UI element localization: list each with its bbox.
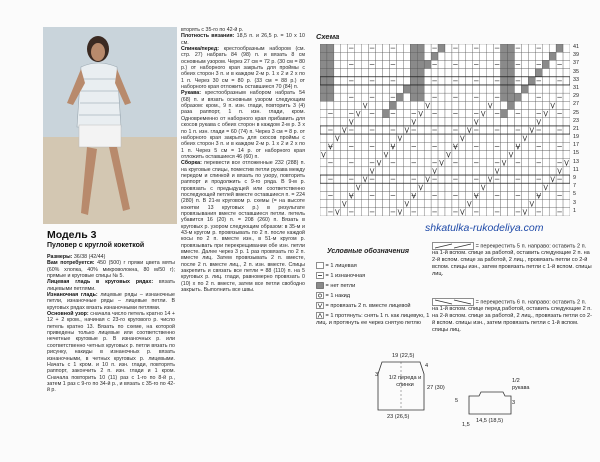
cross-right-symbol xyxy=(432,298,474,306)
hash-icon xyxy=(316,312,324,319)
gray-icon xyxy=(316,282,324,289)
knitting-chart xyxy=(320,44,570,216)
legend-item: = 1 изнаночная xyxy=(316,272,434,280)
paragraph-back-front: Спинка/перед: крестообразным набором (см. стр. 27) набрать 84 (98) п. и вязать 8 см основным узором. Через 27 см = 72 р. (30 см = 80 р.) от наборного края закрыть для проймы с обеих сторон 3 п. и в каждом 2-м р. 1 х 2 и 2 х по 1 п. Через 30 см = 80 р. (33 см = 88 р.) от наборного края отложить оставшиеся 70 (84) п. xyxy=(181,46,305,91)
chart-row-number: 33 xyxy=(573,76,579,83)
cross-left-symbol xyxy=(432,242,474,250)
dim-body-height: 27 (30) xyxy=(427,385,445,391)
chart-row-number: 13 xyxy=(573,158,579,165)
paragraph-reverse-stockinette: Изнаночная гладь: лицевые ряды – изнаночные петли, изнаночные ряды – лицевые петли. В круговых рядах вязать изнаночными петлями. xyxy=(47,292,175,311)
chart-row-number: 3 xyxy=(573,199,576,206)
paragraph-continued: вторять с 35-го по 42-й р. xyxy=(181,27,244,33)
paragraph-sizes: Размеры: 36/38 (42/44) xyxy=(47,254,106,260)
dim-body-armhole: 3 xyxy=(375,372,379,378)
box-icon xyxy=(316,262,324,269)
paragraph-materials: Вам потребуется: 450 (500) г пряжи цвета мяты (60% хлопка, 40% микроволокна, 80 м/50 г); прямые и круговые спицы № 5. xyxy=(47,260,175,280)
legend-cross-right: = перекрестить 6 п. направо: оставить 2 п. на 1-й вспом. спице перед работой, оставить следующие 2 п. на 2-й вспом. спице за работой, 2 лиц., провязать петли со 2-й вспом. спицы изн., затем провязать петли с 1-й вспом. спицы лиц. xyxy=(432,299,592,334)
dim-sleeve-height: 3 xyxy=(512,400,516,406)
dash-icon xyxy=(316,272,324,279)
model-subtitle: Пуловер с круглой кокеткой xyxy=(47,242,145,249)
middle-text-column xyxy=(181,27,305,460)
chart-row-number: 29 xyxy=(573,93,579,100)
dim-body-yoke: 4 xyxy=(425,363,429,369)
dim-sleeve-top: 5 xyxy=(455,398,459,404)
o-icon xyxy=(316,292,324,299)
chart-row-number: 21 xyxy=(573,125,579,132)
dim-body-width: 23 (26,5) xyxy=(387,414,410,420)
chart-row-number: 1 xyxy=(573,207,576,214)
paragraph-stockinette: Лицевая гладь в круговых рядах: вязать лицевыми петлями. xyxy=(47,279,175,292)
site-watermark: shkatulka-rukodeliya.com xyxy=(425,222,544,234)
chart-row-number: 31 xyxy=(573,84,579,91)
dim-sleeve-width: 14,5 (18,5) xyxy=(476,418,504,424)
legend-cross-left: = перекрестить 5 п. направо: оставить 2 п. на 1-й вспом. спице за работой, оставить следующие 2 п. на 2-й вспом. спице за работой, 2 лиц., провязать петли со 2-й вспом. спицы изн., затем провязать петли с 1-й вспом. спицы лиц. xyxy=(432,243,592,278)
model-photo xyxy=(43,27,177,224)
scheme-title: Схема xyxy=(316,32,340,41)
legend-item: = провязать 2 п. вместе лицевой xyxy=(316,302,434,310)
dim-body-top: 19 (22,5) xyxy=(392,353,415,359)
legend-list xyxy=(316,262,434,329)
legend-item: = 1 лицевая xyxy=(316,262,434,270)
v-icon xyxy=(316,302,324,309)
left-text-column xyxy=(47,254,175,460)
chart-row-number: 15 xyxy=(573,150,579,157)
body-pattern-label: 1/2 переда и спинки xyxy=(388,375,422,388)
chart-row-number: 9 xyxy=(573,175,576,182)
legend-item: = 1 протянуть: снять 1 п. как лицевую, 1 лиц. и протянуть ее через снятую петлю xyxy=(316,312,430,326)
paragraph-assembly: Сборка: перевести все отложенные 232 (288) п. на круговые спицы, поместив петли рукава между передом и спинкой и вязать по узору, повторить раппорт и продолжить с 9-го ряда. В 9-м р. провязать с предыдущей или соответственно последующей петлей вместе оставшиеся п. = 224 (280) п. В 21-м круговом р. схемы (= на высоте кокетки 13 круговых р.) в результате провязывания вместе оставшиеся петли. петель убавится 16 (20) п. = 208 (260) п. Вязать в круговых р. узором следующим образом: в 35-м и 43-м кругом р. провязывать по 2 п. после каждой косы по 2 п. вместе изн., в 51-м кругом р. провязывать при перекрещивании обе изн. петли вместе. Далее через 3 р. 1 раз провязать по 2 п. вместе лиц. Затем провязывать 2 п. вместе, после 2 п. вместе лиц., 2 п. изн. вместе. Спицы закрепить и связать все петли = 88 (110) п. на 5 круговых р. лиц. глади, равномерно провязать 0 (10) х по 2 п. вместе, затем все петли свободно закрыть. Выполнить все швы. xyxy=(181,160,305,294)
chart-row-number: 19 xyxy=(573,134,579,141)
chart-row-number: 7 xyxy=(573,183,576,190)
chart-row-numbers xyxy=(573,44,595,216)
chart-row-number: 27 xyxy=(573,101,579,108)
model-title: Модель 3 xyxy=(47,229,97,241)
chart-row-number: 41 xyxy=(573,44,579,50)
paragraph-sleeves: Рукава: крестообразным набором набрать 54 (68) п. и вязать основным узором следующим образом: кром., 9 п. изн. глади, повторить 3 (4) раза раппорт, 1 п. изн. глади, кром. Одновременно от наборного края прибавить для скосов рукава с обеих сторон в каждом 2-м р. 3 х по 1 п. изн. глади = 60 (74) п. Через 3 см = 8 р. от наборного края закрыть для скосов проймы с обеих сторон 3 п. и в каждом 2-м р. 1 х 2 и 2 х по 1 п. Через 5 см = 14 р. от наборного края отложить оставшиеся 46 (60) п. xyxy=(181,90,305,160)
chart-row-number: 35 xyxy=(573,68,579,75)
paragraph-main-pattern: Основной узор: сначала число петель кратно 14 + 12 + 2 кром., начиная с 23-го кругового р. число петель кратно 13. Вязать по схеме, на которой приведены только лицевые или соответственно нечетные круговые р. В изнаночных р. или соответственно четных круговых р. петли вязать по рисунку, накиды в изнаночных р. вязать изнаночными, в четных круговых р. лицевыми. Начать с 1 кром. и 10 п. изн. глади, повторять раппорт, закончить 2 п. изн. глади и 1 кром. Сначала повторить 10 (11) раз с 1-го по 8-й р., затем 1 раз с 9-го по 34-й р., и вязать с 35-го по 42-й р. xyxy=(47,311,175,394)
legend-item: = нет петли xyxy=(316,282,434,290)
chart-row-number: 37 xyxy=(573,60,579,67)
chart-row-number: 23 xyxy=(573,117,579,124)
paragraph-gauge: Плотность вязания: 18,5 п. и 26,5 р. = 10 х 10 см. xyxy=(181,33,305,46)
chart-row-number: 39 xyxy=(573,52,579,59)
chart-row-number: 11 xyxy=(573,166,579,173)
sleeve-pattern-label: 1/2 рукава xyxy=(512,378,530,391)
legend-item: = 1 накид xyxy=(316,292,434,300)
legend-title: Условные обозначения xyxy=(327,248,410,255)
chart-row-number: 5 xyxy=(573,191,576,198)
chart-row-number: 25 xyxy=(573,109,579,116)
chart-row-number: 17 xyxy=(573,142,579,149)
dim-sleeve-cuff: 1,5 xyxy=(462,422,470,428)
